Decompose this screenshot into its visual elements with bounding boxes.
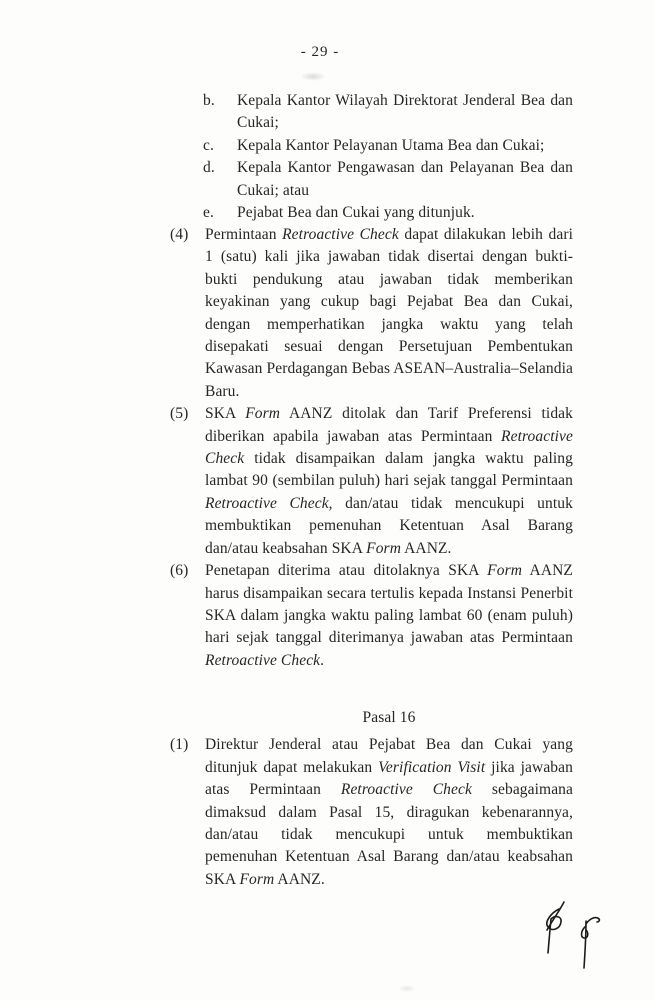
paraf-initial-2-loop (582, 926, 588, 938)
page-number: - 29 - (300, 44, 340, 60)
list-item (203, 202, 573, 224)
item-label: (6) (170, 562, 189, 580)
handwritten-initials (535, 893, 605, 977)
scan-artifact (398, 985, 416, 992)
item-text: Kepala Kantor Wilayah Direktorat Jenderal Bea dan Cukai; (237, 92, 573, 132)
item-label: c. (203, 136, 214, 154)
item-label: e. (203, 204, 214, 222)
section-heading: Pasal 16 (362, 709, 416, 726)
list-item (170, 403, 573, 560)
item-text: Kepala Kantor Pelayanan Utama Bea dan Cukai; (237, 136, 545, 154)
list-item (203, 157, 573, 202)
item-label: (1) (170, 736, 189, 754)
item-label: d. (203, 159, 215, 177)
list-item (203, 90, 573, 135)
letter-list (203, 90, 573, 224)
item-text: Permintaan Retroactive Check dapat dilakukan lebih dari 1 (satu) kali jika jawaban tidak disertai dengan bukti-bukti pendukung atau jawaban tidak memberikan keyakinan yang cukup bagi Pejabat Bea dan Cukai, dengan memperhatikan jangka waktu yang telah disepakati sesuai dengan Persetujuan Pembentukan Kawasan Perdagangan Bebas ASEAN–Australia–Selandia Baru. (205, 226, 573, 400)
list-item (170, 560, 573, 672)
item-text: Kepala Kantor Pengawasan dan Pelayanan Bea dan Cukai; atau (237, 159, 573, 199)
scan-artifact (300, 72, 326, 81)
paraf-initial-1-loop-stem (547, 909, 561, 953)
item-text: Penetapan diterima atau ditolaknya SKA Form AANZ harus disampaikan secara tertulis kepada Instansi Penerbit SKA dalam jangka waktu paling lambat 60 (enam puluh) hari sejak tanggal diterimanya jawaban atas Permintaan Retroactive Check. (205, 562, 573, 669)
numbered-list (170, 224, 573, 672)
item-text: SKA Form AANZ ditolak dan Tarif Preferensi tidak diberikan apabila jawaban atas Permintaan Retroactive Check tidak disampaikan dalam jangka waktu paling lambat 90 (sembilan puluh) hari sejak tanggal Permintaan Retroactive Check, dan/atau tidak mencukupi untuk membuktikan pemenuhan Ketentuan Asal Barang dan/atau keabsahan SKA Form AANZ. (205, 405, 573, 557)
item-text: Direktur Jenderal atau Pejabat Bea dan Cukai yang ditunjuk dapat melakukan Verification Visit jika jawaban atas Permintaan Retroactive Check sebagaimana dimaksud dalam Pasal 15, diragukan kebenarannya, dan/atau tidak mencukupi untuk membuktikan pemenuhan Ketentuan Asal Barang dan/atau keabsahan SKA Form AANZ. (205, 736, 574, 888)
list-item (203, 135, 573, 157)
list-item (170, 734, 573, 891)
paraf-initial-2-flag (586, 918, 599, 924)
item-text: Pejabat Bea dan Cukai yang ditunjuk. (237, 204, 475, 222)
list-item (170, 224, 573, 403)
item-label: b. (203, 92, 215, 109)
item-label: (4) (170, 226, 189, 243)
pasal-16-section (170, 700, 573, 891)
item-label: (5) (170, 405, 189, 423)
